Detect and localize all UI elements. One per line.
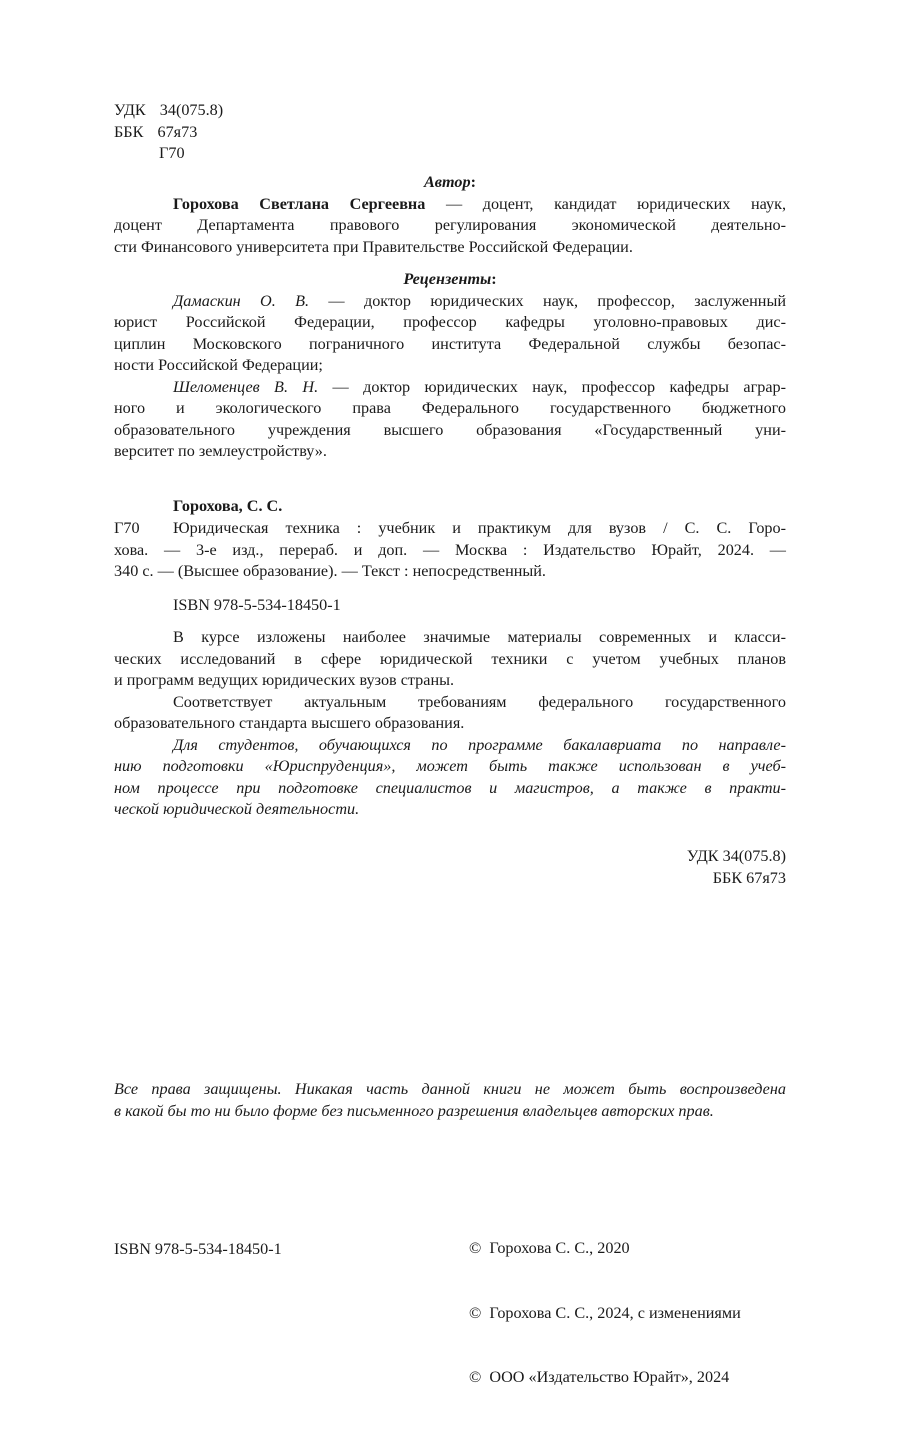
annotation-p1-line-1: В курсе изложены наиболее значимые материалы современных и класси- bbox=[173, 628, 786, 646]
reviewer-2-name: Шеломенцев В. Н. bbox=[173, 377, 319, 396]
reviewer-1-line-1: Дамаскин О. В. — доктор юридических наук, профессор, заслуженный bbox=[173, 291, 786, 310]
biblio-author-heading: Горохова, С. С. bbox=[173, 497, 283, 515]
annotation-p2-line-1: Соответствует актуальным требованиям федерального государственного bbox=[173, 692, 786, 711]
reviewer-1-name: Дамаскин О. В. bbox=[173, 291, 310, 310]
udk-top-block bbox=[114, 100, 223, 165]
annotation-p1-line-3: и программ ведущих юридических вузов страны. bbox=[114, 671, 455, 689]
reviewer-2-line-2: ного и экологического права Федерального государственного бюджетного bbox=[114, 399, 786, 417]
copyright-line-3: © ООО «Издательство Юрайт», 2024 bbox=[469, 1368, 730, 1386]
author-line-3: сти Финансового университета при Правительстве Российской Федерации. bbox=[114, 237, 633, 256]
udk-bottom-block bbox=[114, 846, 786, 889]
bbk-label: ББК bbox=[114, 122, 144, 141]
author-section bbox=[114, 172, 786, 258]
biblio-line-1: Юридическая техника : учебник и практикум для вузов / С. С. Горо- bbox=[173, 519, 786, 537]
bbk-bottom: ББК 67я73 bbox=[712, 868, 786, 887]
bbk-value: 67я73 bbox=[157, 122, 198, 141]
author-name: Горохова Светлана Сергеевна bbox=[173, 194, 426, 213]
author-line-2: доцент Департамента правового регулирования экономической деятельно- bbox=[114, 216, 786, 234]
author-line-1: Горохова Светлана Сергеевна — доцент, кандидат юридических наук, bbox=[173, 194, 787, 213]
author-mark-top: Г70 bbox=[159, 144, 185, 162]
footer-isbn: ISBN 978-5-534-18450-1 bbox=[114, 1240, 282, 1258]
annotation bbox=[114, 627, 786, 821]
biblio-description bbox=[114, 518, 786, 583]
biblio-isbn: ISBN 978-5-534-18450-1 bbox=[173, 596, 341, 614]
biblio-mark: Г70 bbox=[114, 519, 140, 537]
annotation-p3-line-1: Для студентов, обучающихся по программе бакалавриата по направле- bbox=[173, 735, 786, 754]
author-heading: Автор: bbox=[424, 173, 476, 191]
biblio-line-2: хова. — 3-е изд., перераб. и доп. — Москва : Издательство Юрайт, 2024. — bbox=[114, 540, 786, 559]
udk-label: УДК bbox=[114, 101, 146, 119]
reviewer-2-line-1: Шеломенцев В. Н. — доктор юридических наук, профессор кафедры аграр- bbox=[173, 377, 786, 396]
reviewer-2-line-3: образовательного учреждения высшего образования «Государственный уни- bbox=[114, 420, 786, 439]
reviewers-section bbox=[114, 269, 786, 463]
udk-value: 34(075.8) bbox=[159, 101, 224, 119]
copyright-list bbox=[469, 1195, 741, 1432]
rights-notice bbox=[114, 1079, 786, 1122]
rights-line-1: Все права защищены. Никакая часть данной книги не может быть воспроизведена bbox=[114, 1080, 786, 1098]
reviewers-heading: Рецензенты: bbox=[403, 270, 497, 288]
annotation-p1-line-2: ческих исследований в сфере юридической техники с учетом учебных планов bbox=[114, 649, 786, 668]
copyright-line-2: © Горохова С. С., 2024, с изменениями bbox=[469, 1303, 741, 1322]
reviewer-1-line-4: ности Российской Федерации; bbox=[114, 356, 323, 374]
annotation-p3-line-4: ческой юридической деятельности. bbox=[114, 800, 360, 818]
annotation-p3-line-2: нию подготовки «Юриспруденция», может быть также использован в учеб- bbox=[114, 757, 786, 775]
copyright-line-1: © Горохова С. С., 2020 bbox=[469, 1239, 630, 1257]
rights-line-2: в какой бы то ни было форме без письменного разрешения владельцев авторских прав. bbox=[114, 1101, 714, 1120]
reviewer-2-line-4: верситет по землеустройству». bbox=[114, 442, 327, 460]
reviewer-1-line-3: циплин Московского пограничного института Федеральной службы безопас- bbox=[114, 334, 786, 353]
biblio-line-3: 340 с. — (Высшее образование). — Текст : непосредственный. bbox=[114, 562, 546, 580]
annotation-p2-line-2: образовательного стандарта высшего образования. bbox=[114, 714, 465, 732]
reviewer-1-line-2: юрист Российской Федерации, профессор кафедры уголовно-правовых дис- bbox=[114, 313, 786, 331]
annotation-p3-line-3: ном процессе при подготовке специалистов и магистров, а также в практи- bbox=[114, 778, 786, 797]
udk-bottom: УДК 34(075.8) bbox=[686, 847, 786, 865]
